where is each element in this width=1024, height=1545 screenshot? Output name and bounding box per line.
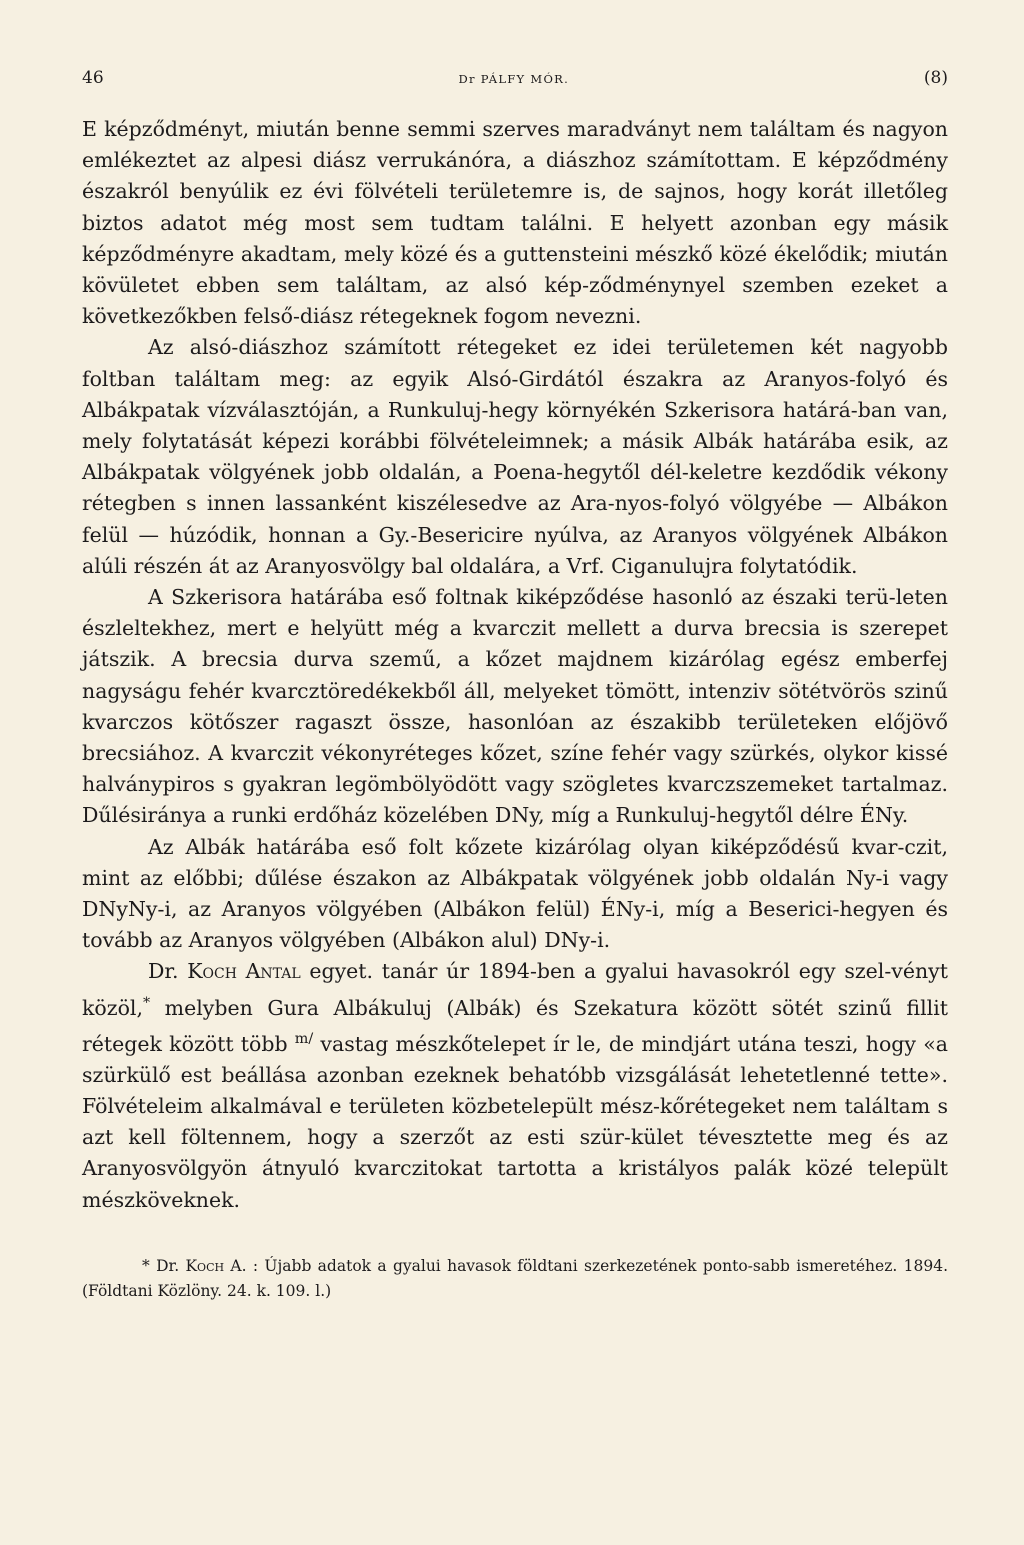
paragraph-1: E képződményt, miután benne semmi szerves maradványt nem találtam és nagyon emlékeztet az alpesi diász verrukánóra, a diászhoz számítottam. E képződmény északról benyúlik ez évi fölvételi területemre is, de sajnos, hogy korát illetőleg biztos adatot még most sem tudtam találni. E helyett azonban egy másik képződményre akadtam, mely közé és a guttensteini mészkő közé ékelődik; miután kövületet ebben sem találtam, az alsó kép-ződménynyel szemben ezeket a következőkben felső-diász rétegeknek fogom nevezni. [82,117,948,329]
paragraph-3: A Szkerisora határába eső foltnak kiképződése hasonló az északi terü-leten észleltekhez, mert e helyütt még a kvarczit mellett a durva brecsia is szerepet játszik. A brecsia durva szemű, a kőzet majdnem kizárólag egész emberfej nagyságu fehér kvarcztöredékekből áll, melyeket tömött, intenziv sötétvörös szinű kvarczos kötőszer ragaszt össze, hasonlóan az északibb területeken előjövő brecsiához. A kvarczit vékonyréteges kőzet, színe fehér vagy szürkés, olykor kissé halványpiros s gyakran legömbölyödött vagy szögletes kvarczszemeket tartalmaz. Dűlésiránya a runki erdőház közelében DNy, míg a Runkuluj-hegytől délre ÉNy. [82,585,948,828]
footnote-marker: * [142,994,151,1011]
paragraph-5-text-a: egyet. tanár úr 1894-ben a gyalui havasokról egy szel-vényt közöl, [82,959,948,1020]
footnote-prefix: Dr. [149,1256,186,1275]
paragraph-5-text-c: vastag mészkőtelepet ír le, de mindjárt utána teszi, hogy «a szürkülő est beállása azonban ezeknek behatóbb vizsgálását lehetetlenné tette». Fölvételeim alkalmával e területen közbetelepült mész-kőrétegeket nem találtam s azt kell föltennem, hogy a szerzőt az esti szür-kület tévesztette meg és az Aranyosvölgyön átnyuló kvarczitokat tartotta a kristályos palák közé települt mészköveknek. [82,1031,948,1212]
paragraph-5 [82,956,948,1215]
footnote-author: Koch A. [185,1256,247,1275]
unit-meter: m/ [294,1030,314,1047]
paragraph-4: Az Albák határába eső folt kőzete kizárólag olyan kiképződésű kvar-czit, mint az előbbi; dűlése északon az Albákpatak völgyének jobb oldalán Ny-i vagy DNyNy-i, az Aranyos völgyében (Albákon felül) ÉNy-i, míg a Beserici-hegyen és tovább az Aranyos völgyében (Albákon alul) DNy-i. [82,834,948,953]
author-name: Koch Antal [187,959,301,984]
section-number: (8) [923,68,948,88]
paragraph-2: Az alsó-diászhoz számított rétegeket ez idei területemen két nagyobb foltban találtam meg: az egyik Alsó-Girdától északra az Aranyos-folyó és Albákpatak vízválasztóján, a Runkuluj-hegy környékén Szkerisora határá-ban van, mely folytatását képezi korábbi fölvételeimnek; a másik Albák határába esik, az Albákpatak völgyének jobb oldalán, a Poena-hegytől dél-keletre kezdődik vékony rétegben s innen lassanként kiszélesedve az Ara-nyos-folyó völgyébe — Albákon felül — húzódik, honnan a Gy.-Besericire nyúlva, az Aranyos völgyének Albákon alúli részén át az Aranyosvölgy bal oldalára, a Vrf. Ciganulujra folytatódik. [82,335,948,578]
paragraph-5-prefix: Dr. [148,959,188,984]
page-number: 46 [82,68,104,88]
paragraph-5-text-b: melyben Gura Albákuluj (Albák) és Szekatura között sötét szinű fillit rétegek között több [82,995,948,1056]
running-title: Dr PÁLFY MÓR. [458,72,570,86]
footnote-citation: : Újabb adatok a gyalui havasok földtani szerkezetének ponto-sabb ismeretéhez. 1894. (Földtani Közlöny. 24. k. 109. l.) [82,1256,948,1300]
footnote-star: * [142,1256,150,1275]
body-text [82,114,948,1216]
page-header [82,68,948,108]
footnote-text [82,1254,948,1304]
footnote [82,1254,948,1304]
